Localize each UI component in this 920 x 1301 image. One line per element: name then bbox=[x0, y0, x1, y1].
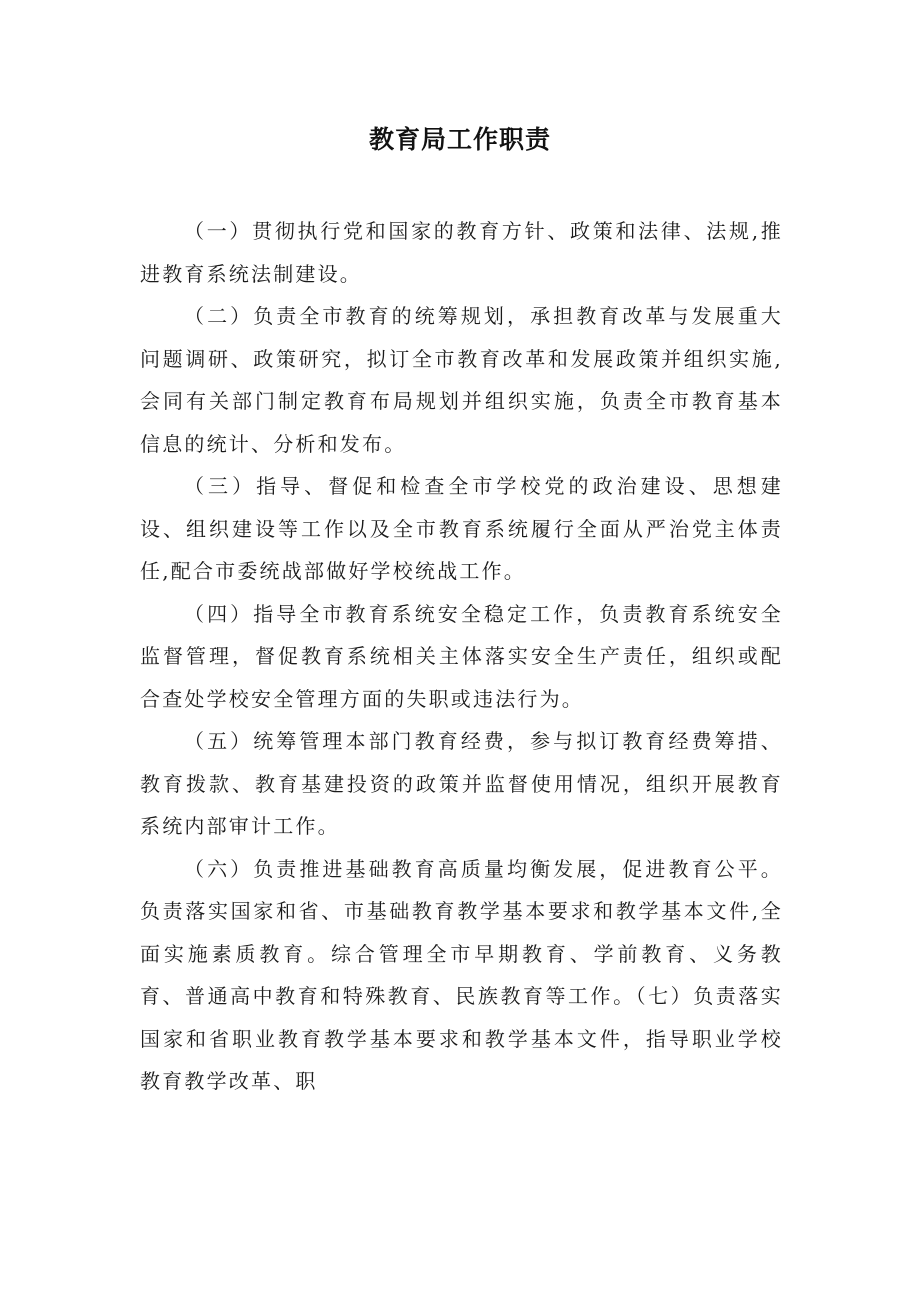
paragraph-2: （二）负责全市教育的统筹规划，承担教育改革与发展重大问题调研、政策研究，拟订全市教育改革和发展政策并组织实施,会同有关部门制定教育布局规划并组织实施，负责全市教育基本信息的统计、分析和发布。 bbox=[140, 304, 783, 456]
paragraph-4: （四）指导全市教育系统安全稳定工作，负责教育系统安全监督管理，督促教育系统相关主体落实安全生产责任，组织或配合查处学校安全管理方面的失职或违法行为。 bbox=[140, 601, 783, 711]
paragraph-6: （六）负责推进基础教育高质量均衡发展，促进教育公平。负责落实国家和省、市基础教育教学基本要求和教学基本文件,全面实施素质教育。综合管理全市早期教育、学前教育、义务教育、普通高中教育和特殊教育、民族教育等工作。（七）负责落实国家和省职业教育教学基本要求和教学基本文件，指导职业学校教育教学改革、职 bbox=[140, 856, 783, 1093]
paragraph-3: （三）指导、督促和检查全市学校党的政治建设、思想建设、组织建设等工作以及全市教育系统履行全面从严治党主体责任,配合市委统战部做好学校统战工作。 bbox=[140, 474, 783, 583]
document-title: 教育局工作职责 bbox=[368, 125, 551, 154]
paragraph-1: （一）贯彻执行党和国家的教育方针、政策和法律、法规,推进教育系统法制建设。 bbox=[140, 219, 783, 286]
paragraph-5: （五）统筹管理本部门教育经费，参与拟订教育经费筹措、教育拨款、教育基建投资的政策并监督使用情况，组织开展教育系统内部审计工作。 bbox=[140, 729, 783, 838]
document-body bbox=[140, 210, 783, 1103]
